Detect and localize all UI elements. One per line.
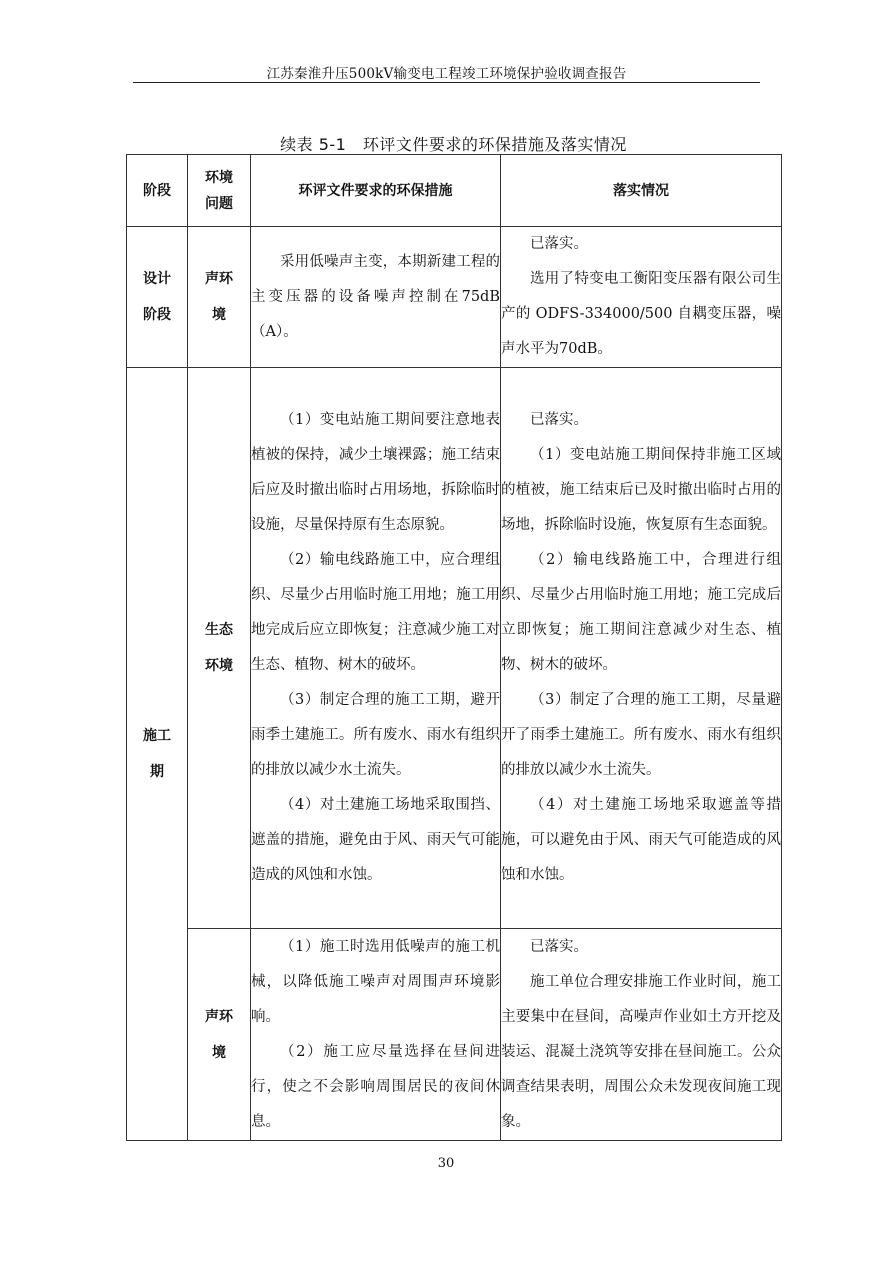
measure-paragraph: 采用低噪声主变，本期新建工程的主变压器的设备噪声控制在75dB（A）。 — [251, 253, 500, 340]
status-cell — [501, 368, 782, 929]
status-cell — [501, 227, 782, 368]
status-paragraph: 已落实。 — [530, 938, 588, 955]
measure-paragraph: （4）对土建施工场地采取围挡、遮盖的措施，避免由于风、雨天气可能造成的风蚀和水蚀。 — [251, 797, 500, 883]
page-number: 30 — [437, 1156, 455, 1171]
header-stage: 阶段 — [127, 155, 188, 227]
status-paragraph: （3）制定了合理的施工工期，尽量避开了雨季土建施工。所有废水、雨水有组织的排放以减少水土流失。 — [501, 692, 781, 778]
status-paragraph: 已落实。 — [530, 236, 588, 252]
status-paragraph: 已落实。 — [530, 412, 588, 428]
table-row — [127, 227, 782, 368]
measure-cell — [251, 227, 501, 368]
table-header-row — [127, 155, 782, 227]
table-row — [127, 368, 782, 929]
measures-table — [126, 154, 782, 1141]
measure-cell — [251, 368, 501, 929]
header-status: 落实情况 — [501, 155, 782, 227]
status-paragraph: 施工单位合理安排施工作业时间，施工主要集中在昼间，高噪声作业如土方开挖及装运、混凝土浇筑等安排在昼间施工。公众调查结果表明，周围公众未发现夜间施工现象。 — [501, 973, 781, 1130]
header-measure: 环评文件要求的环保措施 — [251, 155, 501, 227]
issue-cell: 生态环境 — [188, 368, 251, 929]
measure-paragraph: （2）施工应尽量选择在昼间进行，使之不会影响周围居民的夜间休息。 — [251, 1043, 500, 1130]
issue-cell: 声环境 — [188, 929, 251, 1141]
table-caption: 续表 5-1 环评文件要求的环保措施及落实情况 — [280, 135, 627, 154]
status-cell — [501, 929, 782, 1141]
status-paragraph: （2）输电线路施工中，合理进行组织、尽量少占用临时施工用地；施工完成后立即恢复；施工期间注意减少对生态、植物、树木的破坏。 — [501, 552, 781, 673]
status-paragraph: （1）变电站施工期间保持非施工区域的植被，施工结束后已及时撤出临时占用的场地，拆除临时设施，恢复原有生态面貌。 — [501, 447, 781, 533]
measure-paragraph: （1）变电站施工期间要注意地表植被的保持，减少土壤裸露；施工结束后应及时撤出临时占用场地，拆除临时设施，尽量保持原有生态原貌。 — [251, 412, 500, 533]
measure-paragraph: （1）施工时选用低噪声的施工机械，以降低施工噪声对周围声环境影响。 — [251, 938, 500, 1025]
issue-cell: 声环境 — [188, 227, 251, 368]
document-header: 江苏秦淮升压500kV输变电工程竣工环境保护验收调查报告 — [266, 66, 627, 82]
header-issue: 环境问题 — [188, 155, 251, 227]
measure-paragraph: （2）输电线路施工中，应合理组织、尽量少占用临时施工用地；施工用地完成后应立即恢复；注意减少施工对生态、植物、树木的破坏。 — [251, 552, 500, 673]
header-rule — [133, 82, 760, 83]
table-row — [127, 929, 782, 1141]
stage-cell-design: 设计阶段 — [127, 227, 188, 368]
measure-paragraph: （3）制定合理的施工工期，避开雨季土建施工。所有废水、雨水有组织的排放以减少水土流失。 — [251, 692, 500, 778]
measure-cell — [251, 929, 501, 1141]
status-paragraph: 选用了特变电工衡阳变压器有限公司生产的 ODFS-334000/500 自耦变压器，噪声水平为70dB。 — [501, 271, 781, 357]
status-paragraph: （4）对土建施工场地采取遮盖等措施，可以避免由于风、雨天气可能造成的风蚀和水蚀。 — [501, 797, 781, 883]
stage-cell-construction: 施工期 — [127, 368, 188, 1141]
